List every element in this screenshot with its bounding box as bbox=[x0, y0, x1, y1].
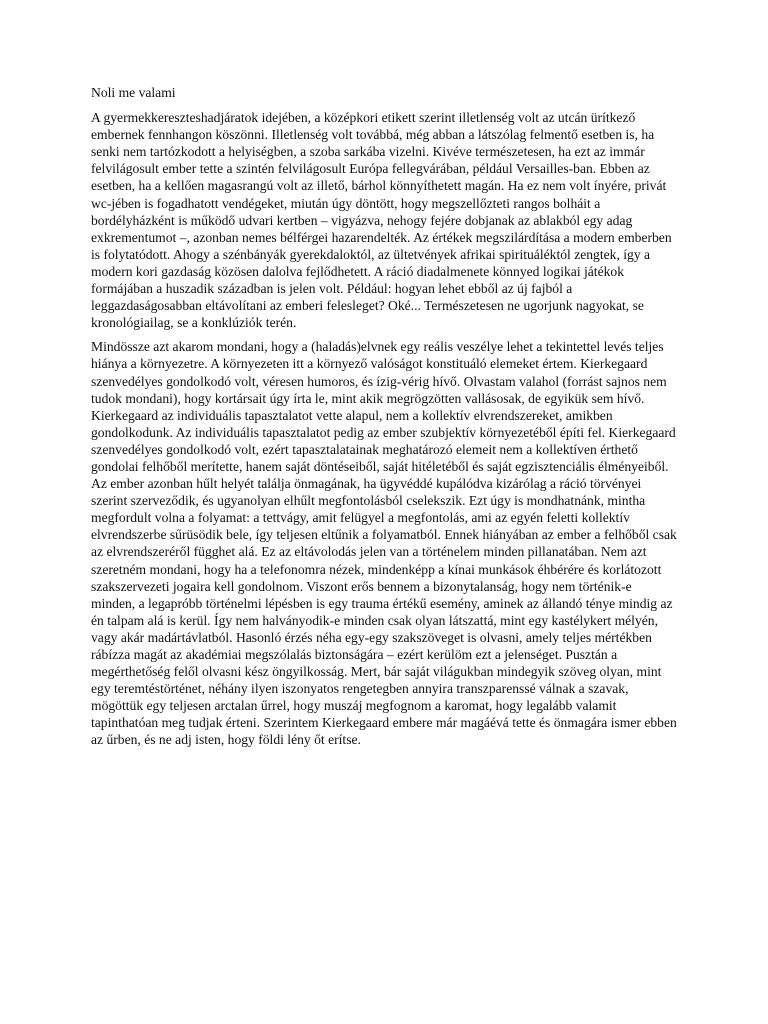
paragraph-1: A gyermekkereszteshadjáratok idejében, a középkori etikett szerint illetlenség volt az utcán ürítkező embernek fennhangon köszönni. Illetlenség volt továbbá, még abban a látszólag felmentő esetben is, ha senki nem tartózkodott a helyiségben, a szoba sarkába vizelni. Kivéve természetesen, ha ezt az immár felvilágosult ember tette a szintén felvilágosult Európa fellegvárában, például Versailles-ban. Ebben az esetben, ha a kellően magasrangú volt az illető, bárhol könnyíthetett magán. Ha ez nem volt ínyére, privát wc-jében is fogadhatott vendégeket, miután úgy döntött, hogy megszellőzteti rangos bolháit a bordélyházként is működő udvari kertben – vigyázva, nehogy fejére dobjanak az ablakból egy adag exkrementumot –, azonban nemes bélférgei hazarendelték. Az értékek megszilárdítása a modern emberben is folytatódott. Ahogy a szénbányák gyerekdaloktól, az ültetvények afrikai spirituáléktól zengtek, így a modern kori gazdaság közösen dalolva fejlődhetett. A ráció diadalmenete könnyed logikai játékok formájában a huszadik században is jelen volt. Például: hogyan lehet ebből az új fajból a leggazdaságosabban eltávolítani az emberi felesleget? Oké... Természetesen ne ugorjunk nagyokat, se kronológiailag, se a konklúziók terén. bbox=[91, 110, 672, 331]
document-title: Noli me valami bbox=[91, 85, 176, 100]
document-page bbox=[91, 84, 677, 756]
paragraph-2: Mindössze azt akarom mondani, hogy a (haladás)elvnek egy reális veszélye lehet a tekintettel levés teljes hiánya a környezetre. A környezeten itt a környező valóságot konstituáló elemeket értem. Kierkegaard szenvedélyes gondolkodó volt, véresen humoros, és ízig-vérig hívő. Olvastam valahol (forrást sajnos nem tudok mondani), hogy kortársait úgy írta le, mint akik megrögzötten vallásosak, de egyikük sem hívő. Kierkegaard az individuális tapasztalatot vette alapul, nem a kollektív elvrendszereket, amikben gondolkodunk. Az individuális tapasztalatot pedig az ember szubjektív környezetéből építi fel. Kierkegaard szenvedélyes gondolkodó volt, ezért tapasztalatainak meghatározó elemeit nem a kollektíven érthető gondolai felhőből merítette, hanem saját döntéseiből, saját hitéletéből és saját egzisztenciális élményeiből. Az ember azonban hűlt helyét találja önmagának, ha ügyvéddé kupálódva kizárólag a ráció törvényei szerint szerveződik, és ugyanolyan elhűlt megfontolásból cselekszik. Ezt úgy is mondhatnánk, mintha megfordult volna a folyamat: a tettvágy, amit felügyel a megfontolás, ami az egyén feletti kollektív elvrendszerbe sűrüsödik bele, így teljesen eltűnik a folyamatból. Ennek hiányában az ember a felhőből csak az elvrendszeréről függhet alá. Ez az eltávolodás jelen van a történelem minden pillanatában. Nem azt szeretném mondani, hogy ha a telefonomra nézek, mindenképp a kínai munkások éhbérére és korlátozott szakszervezeti jogaira kell gondolnom. Viszont erős bennem a bizonytalanság, hogy nem történik-e minden, a legapróbb történelmi lépésben is egy trauma értékű esemény, aminek az állandó ténye mindig az én talpam alá is kerül. Így nem halványodik-e minden csak olyan látszattá, mint egy kastélykert mélyén, vagy akár madártávlatból. Hasonló érzés néha egy-egy szakszöveget is olvasni, amely teljes mértékben rábízza magát az akadémiai megszólalás biztonságára – ezért kerülöm ezt a jelenséget. Pusztán a megérthetőség felől olvasni kész öngyilkosság. Mert, bár saját világukban mindegyik szöveg olyan, mint egy teremtéstörténet, néhány ilyen iszonyatos rengetegben annyira transzparenssé válnak a szavak, mögöttük egy teljesen arctalan űrrel, hogy muszáj megfognom a karomat, hogy legalább valamit tapinthatóan meg tudjak érteni. Szerintem Kierkegaard embere már magáévá tette és önmagára ismer ebben az űrben, és ne adj isten, hogy földi lény őt erítse. bbox=[91, 339, 677, 748]
